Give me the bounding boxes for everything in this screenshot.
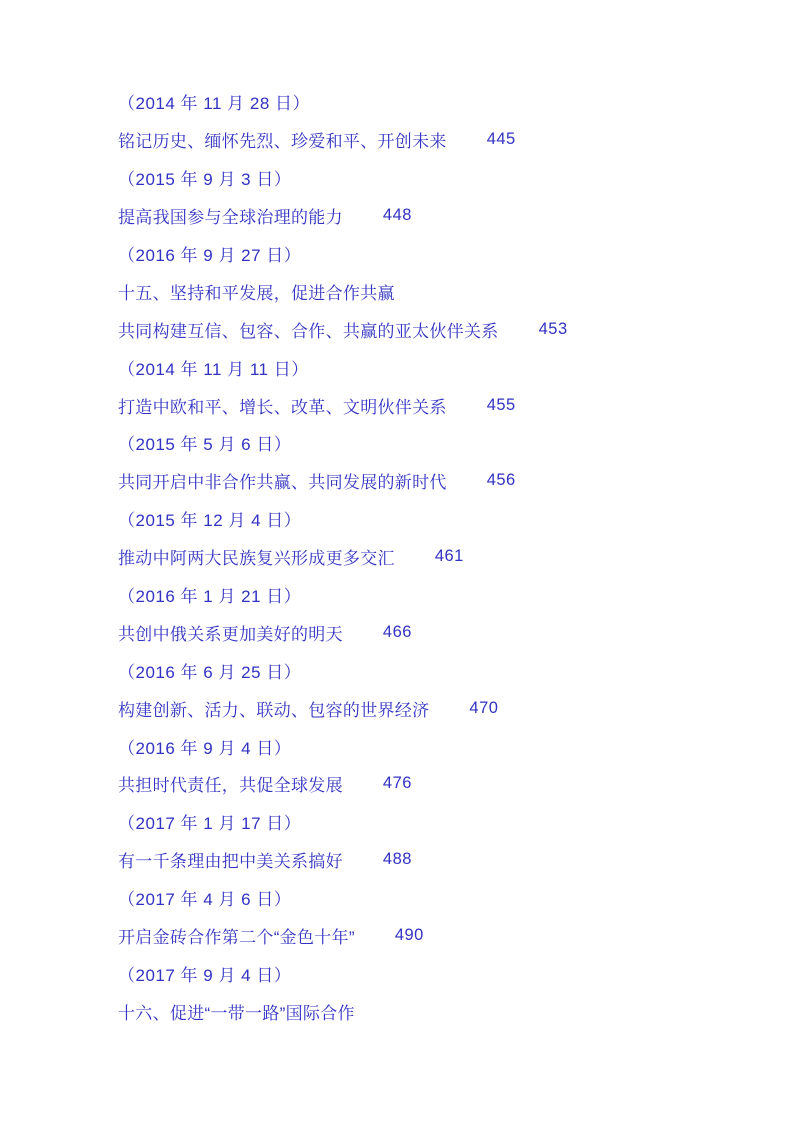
toc-entry[interactable] bbox=[118, 462, 740, 500]
toc-section-title: 十五、坚持和平发展，促进合作共赢 bbox=[118, 283, 395, 303]
toc-entry-page-number: 466 bbox=[382, 622, 412, 641]
toc-entry-title: 打造中欧和平、增长、改革、文明伙伴关系 bbox=[118, 397, 447, 417]
toc-entry-page-number: 476 bbox=[382, 774, 412, 793]
toc-date-text: （2015 年 12 月 4 日） bbox=[118, 511, 302, 531]
toc-date-text: （2014 年 11 月 28 日） bbox=[118, 94, 310, 114]
toc-date-text: （2016 年 6 月 25 日） bbox=[118, 662, 302, 682]
toc-entry-title: 铭记历史、缅怀先烈、珍爱和平、开创未来 bbox=[118, 132, 447, 152]
toc-entry[interactable] bbox=[118, 538, 740, 576]
toc-date-text: （2017 年 4 月 6 日） bbox=[118, 890, 292, 910]
toc-date-text: （2017 年 1 月 17 日） bbox=[118, 814, 302, 834]
toc-entry-page-number: 461 bbox=[434, 547, 464, 566]
toc-date-line bbox=[118, 348, 740, 386]
toc-entry[interactable] bbox=[118, 841, 740, 879]
toc-entry[interactable] bbox=[118, 121, 740, 159]
toc-entry-title: 共同开启中非合作共赢、共同发展的新时代 bbox=[118, 473, 447, 493]
toc-entry-page-number: 488 bbox=[382, 850, 412, 869]
toc-date-line bbox=[118, 500, 740, 538]
toc-entry[interactable] bbox=[118, 197, 740, 235]
toc-entry-title: 共同构建互信、包容、合作、共赢的亚太伙伴关系 bbox=[118, 321, 499, 341]
toc-date-line bbox=[118, 83, 740, 121]
toc-entry[interactable] bbox=[118, 917, 740, 955]
toc-date-line bbox=[118, 803, 740, 841]
toc-date-text: （2015 年 5 月 6 日） bbox=[118, 435, 292, 455]
toc-entry-title: 开启金砖合作第二个“金色十年” bbox=[118, 928, 355, 948]
toc-date-line bbox=[118, 651, 740, 689]
toc-entry[interactable] bbox=[118, 765, 740, 803]
toc-date-line bbox=[118, 235, 740, 273]
toc-entry-title: 共创中俄关系更加美好的明天 bbox=[118, 624, 343, 644]
toc-entry-page-number: 456 bbox=[486, 471, 516, 490]
toc-date-line bbox=[118, 159, 740, 197]
toc-date-text: （2017 年 9 月 4 日） bbox=[118, 965, 292, 985]
toc-entry[interactable] bbox=[118, 386, 740, 424]
toc-entry-title: 构建创新、活力、联动、包容的世界经济 bbox=[118, 700, 430, 720]
toc-date-line bbox=[118, 879, 740, 917]
toc-section-title: 十六、促进“一带一路”国际合作 bbox=[118, 1003, 355, 1023]
toc-date-line bbox=[118, 576, 740, 614]
toc-section-heading[interactable] bbox=[118, 272, 740, 310]
toc-entry[interactable] bbox=[118, 689, 740, 727]
toc-entry[interactable] bbox=[118, 310, 740, 348]
toc-section-heading[interactable] bbox=[118, 992, 740, 1030]
toc-entry-page-number: 453 bbox=[538, 319, 568, 338]
table-of-contents bbox=[118, 83, 740, 1030]
toc-entry-page-number: 455 bbox=[486, 395, 516, 414]
toc-entry-page-number: 445 bbox=[486, 130, 516, 149]
toc-date-text: （2016 年 1 月 21 日） bbox=[118, 587, 302, 607]
toc-entry-page-number: 448 bbox=[382, 206, 412, 225]
toc-entry-page-number: 470 bbox=[469, 698, 499, 717]
toc-entry[interactable] bbox=[118, 613, 740, 651]
toc-entry-page-number: 490 bbox=[394, 926, 424, 945]
toc-date-line bbox=[118, 727, 740, 765]
toc-entry-title: 共担时代责任，共促全球发展 bbox=[118, 776, 343, 796]
toc-date-line bbox=[118, 954, 740, 992]
toc-date-text: （2016 年 9 月 27 日） bbox=[118, 246, 302, 265]
toc-date-text: （2015 年 9 月 3 日） bbox=[118, 170, 292, 190]
toc-date-line bbox=[118, 424, 740, 462]
toc-entry-title: 推动中阿两大民族复兴形成更多交汇 bbox=[118, 549, 395, 569]
toc-date-text: （2016 年 9 月 4 日） bbox=[118, 738, 292, 758]
toc-date-text: （2014 年 11 月 11 日） bbox=[118, 359, 309, 379]
toc-entry-title: 提高我国参与全球治理的能力 bbox=[118, 208, 343, 228]
toc-entry-title: 有一千条理由把中美关系搞好 bbox=[118, 852, 343, 872]
